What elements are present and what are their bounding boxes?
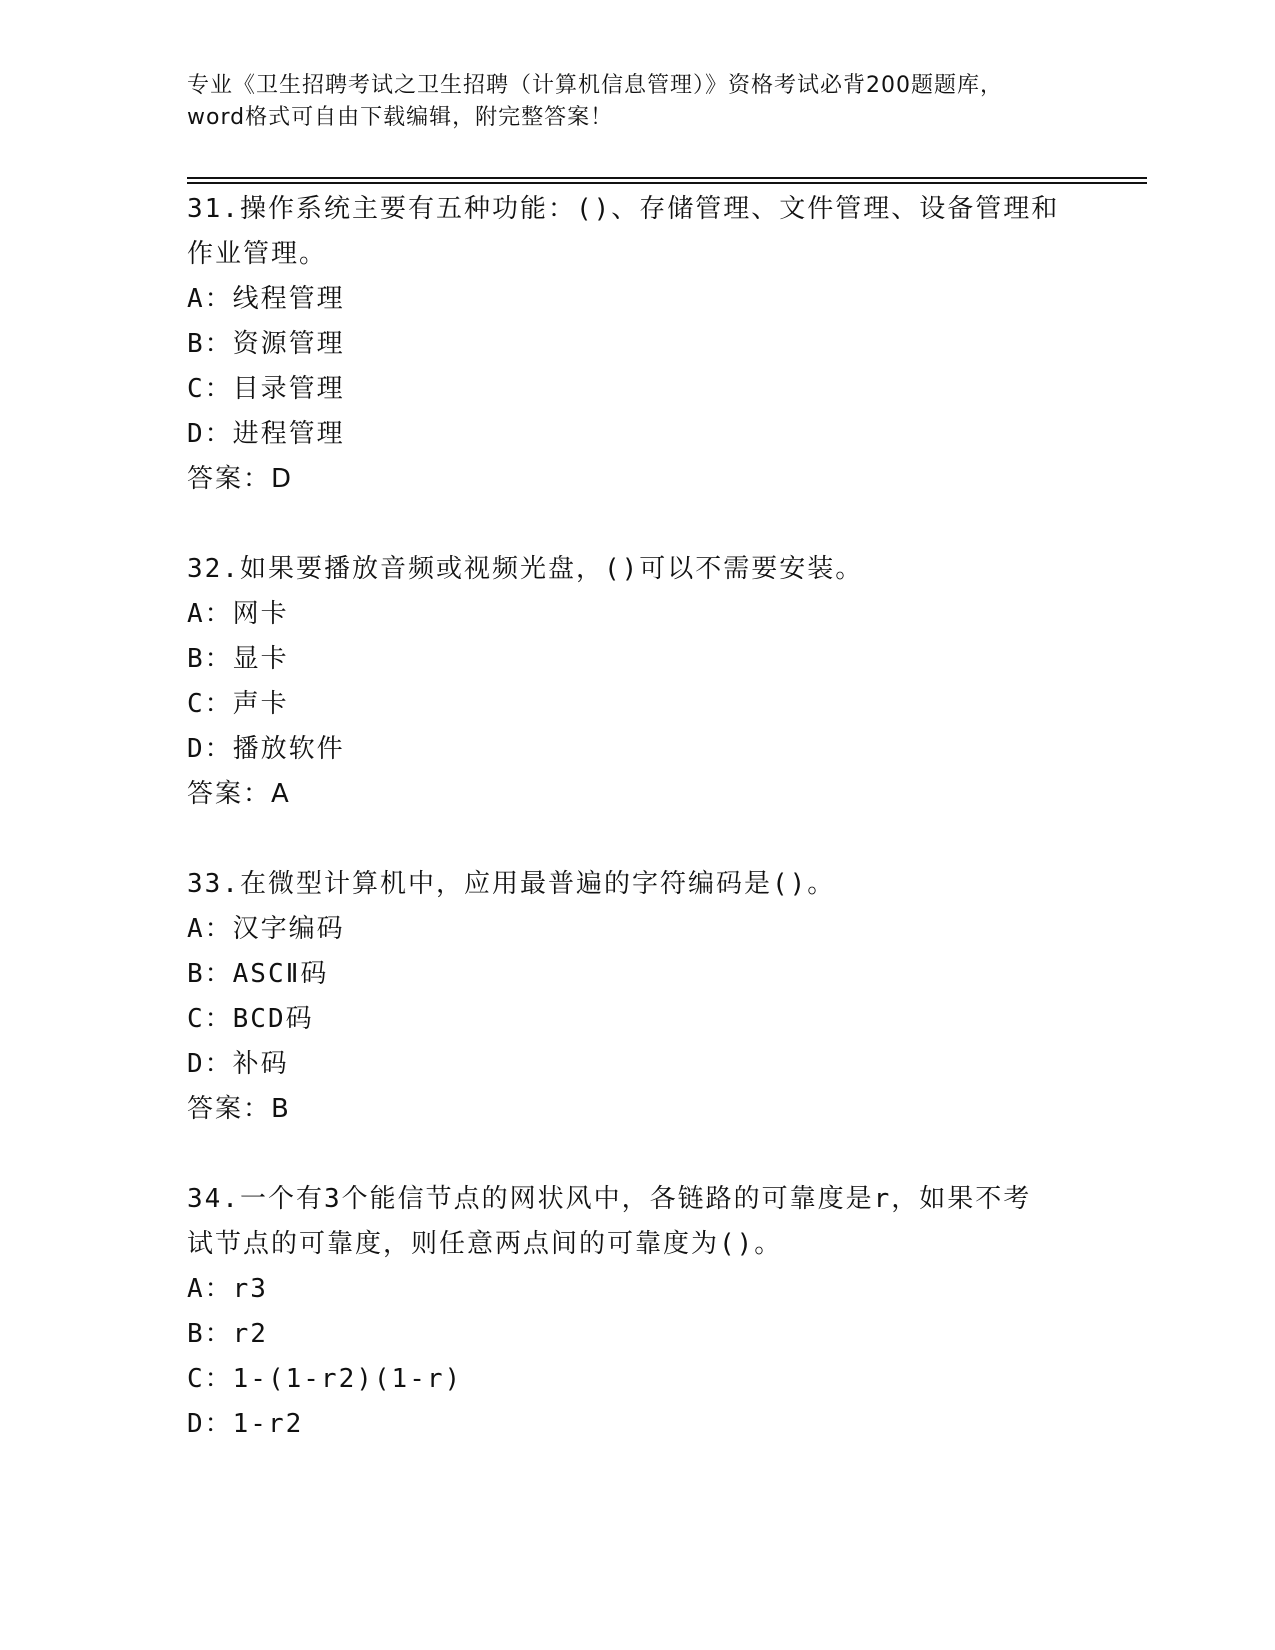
option-a: [187, 277, 1087, 322]
option-key: C：: [187, 689, 233, 719]
option-text: 显卡: [232, 644, 289, 674]
option-b: [187, 637, 1087, 682]
question-33: [187, 862, 1087, 1132]
question-31: [187, 187, 1087, 502]
option-key: A：: [187, 1274, 233, 1304]
option-key: C：: [187, 1004, 233, 1034]
option-key: D：: [187, 419, 233, 449]
question-list: [187, 187, 1087, 1492]
header-title-line-1: 专业《卫生招聘考试之卫生招聘（计算机信息管理）》资格考试必背200题题库，: [187, 73, 1003, 98]
option-b: [187, 1312, 1087, 1357]
question-stem-line: 33.在微型计算机中，应用最普遍的字符编码是()。: [187, 869, 836, 899]
option-c: [187, 367, 1087, 412]
option-text: 汉字编码: [232, 914, 345, 944]
question-stem-line: 34.一个有3个能信节点的网状风中，各链路的可靠度是r，如果不考: [187, 1184, 1032, 1214]
header-title-line-2: word格式可自由下载编辑，附完整答案！: [187, 105, 614, 130]
question-stem-line: 31.操作系统主要有五种功能：()、存储管理、文件管理、设备管理和: [187, 194, 1060, 224]
option-key: B：: [187, 644, 233, 674]
answer-line: 答案：B: [187, 1094, 291, 1124]
option-text: 声卡: [232, 689, 289, 719]
option-b: [187, 322, 1087, 367]
option-b: [187, 952, 1087, 997]
option-text: 进程管理: [232, 419, 345, 449]
option-key: A：: [187, 599, 233, 629]
option-text: 目录管理: [232, 374, 345, 404]
option-key: C：: [187, 374, 233, 404]
option-c: [187, 997, 1087, 1042]
option-key: C：: [187, 1364, 233, 1394]
option-text: 1-r2: [232, 1409, 304, 1439]
option-d: [187, 412, 1087, 457]
option-key: A：: [187, 284, 233, 314]
option-key: D：: [187, 1409, 233, 1439]
question-stem: [187, 547, 1067, 592]
question-stem: [187, 1177, 1067, 1267]
option-key: B：: [187, 1319, 233, 1349]
question-stem-line: 试节点的可靠度，则任意两点间的可靠度为()。: [187, 1229, 783, 1259]
question-stem-line: 32.如果要播放音频或视频光盘，()可以不需要安装。: [187, 554, 864, 584]
question-32: [187, 547, 1087, 817]
question-stem: [187, 862, 1067, 907]
option-text: ASCⅡ码: [232, 959, 329, 989]
option-text: BCD码: [232, 1004, 314, 1034]
option-c: [187, 1357, 1087, 1402]
header-divider-bottom: [187, 182, 1147, 184]
option-d: [187, 1402, 1087, 1447]
option-key: D：: [187, 1049, 233, 1079]
option-a: [187, 1267, 1087, 1312]
question-stem-line: 作业管理。: [187, 239, 328, 269]
option-text: 线程管理: [232, 284, 345, 314]
option-key: B：: [187, 959, 233, 989]
option-a: [187, 907, 1087, 952]
option-text: 1-(1-r2)(1-r): [232, 1364, 463, 1394]
option-c: [187, 682, 1087, 727]
option-text: r3: [232, 1274, 268, 1304]
answer-line: 答案：D: [187, 464, 294, 494]
option-key: D：: [187, 734, 233, 764]
option-d: [187, 727, 1087, 772]
option-d: [187, 1042, 1087, 1087]
option-key: B：: [187, 329, 233, 359]
question-34: [187, 1177, 1087, 1447]
option-text: 网卡: [232, 599, 289, 629]
option-text: 补码: [232, 1049, 289, 1079]
option-text: 资源管理: [232, 329, 345, 359]
option-a: [187, 592, 1087, 637]
document-header: [187, 70, 1087, 134]
answer-line: 答案：A: [187, 779, 291, 809]
option-text: r2: [232, 1319, 268, 1349]
header-divider-top: [187, 177, 1147, 179]
option-text: 播放软件: [232, 734, 345, 764]
question-stem: [187, 187, 1067, 277]
option-key: A：: [187, 914, 233, 944]
